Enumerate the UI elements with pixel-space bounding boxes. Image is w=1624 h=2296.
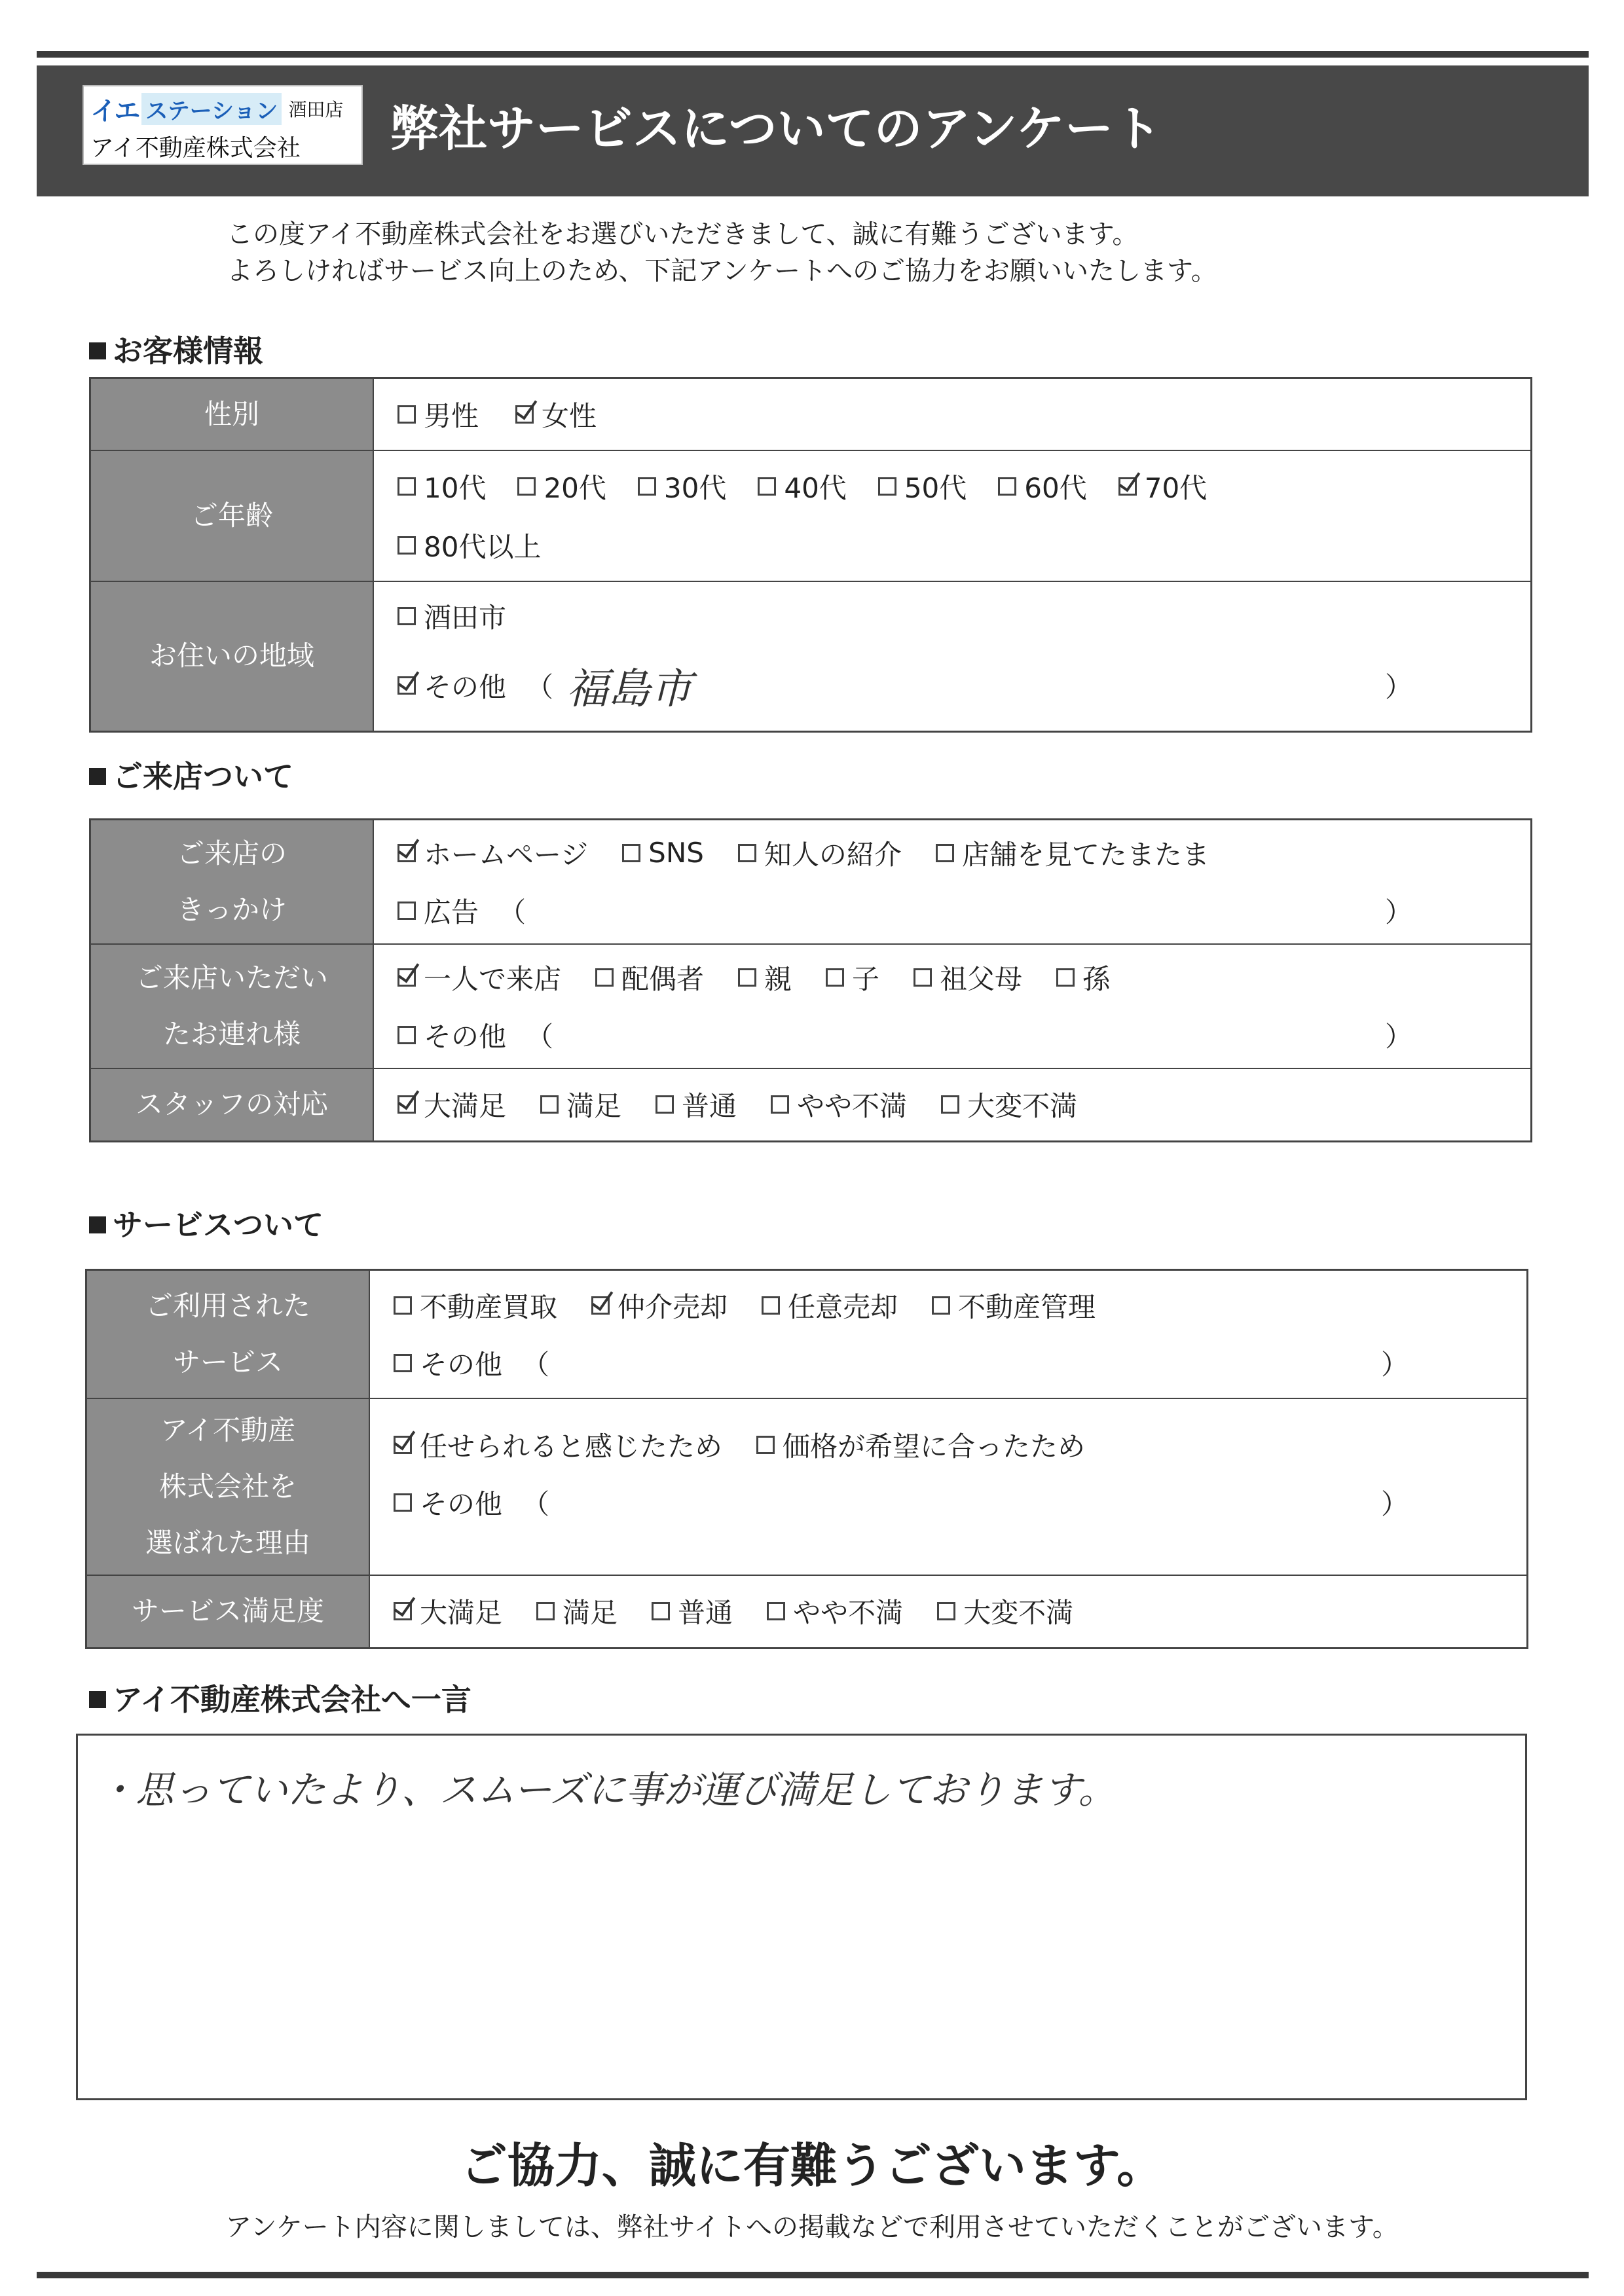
used-service-options — [369, 1270, 1528, 1398]
reason-other-checkbox[interactable] — [394, 1493, 412, 1512]
trigger-checkbox[interactable] — [738, 844, 756, 862]
used-service-option-label: 仲介売却 — [618, 1290, 728, 1323]
staff-option-label: 大変不満 — [967, 1090, 1078, 1123]
staff-checkbox[interactable] — [941, 1095, 959, 1114]
staff-option[interactable] — [941, 1085, 1077, 1124]
gender-option[interactable] — [515, 395, 597, 434]
staff-option-label: 普通 — [682, 1090, 737, 1123]
satisfaction-option[interactable] — [652, 1592, 733, 1631]
companion-label-line-1: ご来店いただい — [135, 961, 328, 994]
logo-station-text: ステーション — [141, 93, 282, 125]
age-checkbox[interactable] — [517, 477, 536, 496]
reason-options — [369, 1398, 1528, 1575]
gender-options — [373, 378, 1532, 450]
used-label-line-2: サービス — [172, 1345, 283, 1378]
age-option[interactable] — [397, 467, 486, 506]
age-option-label: 80代以上 — [424, 530, 542, 563]
staff-option-label: やや不満 — [797, 1090, 908, 1123]
logo-branch-text: 酒田店 — [288, 99, 344, 120]
satisfaction-checkbox[interactable] — [536, 1602, 555, 1620]
age-option-label: 70代 — [1144, 471, 1208, 504]
companion-option[interactable] — [1056, 958, 1110, 997]
trigger-checkbox[interactable] — [936, 844, 954, 862]
age-option-label: 40代 — [784, 471, 847, 504]
reason-option-label: 価格が希望に合ったため — [783, 1430, 1086, 1463]
region-sakata-label: 酒田市 — [424, 602, 507, 634]
square-bullet-icon — [89, 342, 106, 359]
satisfaction-option-label: 普通 — [678, 1597, 733, 1630]
age-checkbox[interactable] — [638, 477, 656, 496]
footer-note: アンケート内容に関しましては、弊社サイトへの掲載などで利用させていただくことがございます。 — [225, 2212, 1399, 2242]
company-logo — [83, 85, 363, 165]
satisfaction-option[interactable] — [767, 1592, 903, 1631]
trigger-option-label: 店舗を見てたまたま — [961, 838, 1209, 871]
trigger-option[interactable] — [397, 833, 588, 873]
trigger-ad-checkbox[interactable] — [397, 902, 416, 920]
reason-option[interactable] — [756, 1425, 1085, 1465]
used-service-checkbox[interactable] — [762, 1296, 780, 1315]
companion-option[interactable] — [826, 958, 879, 997]
region-other-checkbox[interactable] — [397, 676, 416, 695]
square-bullet-icon — [89, 1691, 106, 1708]
paren-open: （ — [522, 1348, 550, 1381]
used-service-option[interactable] — [762, 1286, 898, 1325]
trigger-option[interactable] — [622, 837, 704, 869]
trigger-option[interactable] — [738, 833, 902, 873]
trigger-option-label: ホームページ — [424, 838, 589, 871]
paren-open: （ — [526, 671, 554, 704]
trigger-label — [90, 820, 374, 944]
used-service-option[interactable] — [932, 1286, 1096, 1325]
reason-option-label: 任せられると感じたため — [420, 1430, 723, 1463]
paren-close: ） — [1384, 1020, 1412, 1053]
section-customer-title — [89, 327, 263, 371]
staff-options — [373, 1068, 1532, 1142]
trigger-ad-label: 広告 — [424, 896, 479, 928]
companion-label-line-2: たお連れ様 — [162, 1017, 301, 1050]
section-comment-title — [89, 1676, 471, 1719]
logo-brand-text: イエ — [90, 96, 139, 126]
companion-option-label: 配偶者 — [621, 962, 705, 995]
used-other-label: その他 — [420, 1348, 503, 1381]
trigger-option-label: 知人の紹介 — [764, 838, 902, 871]
age-option-label: 10代 — [424, 471, 487, 504]
reason-label-line-3: 選ばれた理由 — [145, 1526, 310, 1559]
companion-checkbox[interactable] — [397, 968, 416, 987]
trigger-option[interactable] — [936, 833, 1209, 873]
customer-info-table — [89, 377, 1532, 733]
age-checkbox[interactable] — [1118, 477, 1137, 496]
age-option[interactable] — [638, 467, 726, 506]
intro-line-1: この度アイ不動産株式会社をお選びいただきまして、誠に有難うございます。 — [227, 219, 1139, 249]
used-service-option-label: 任意売却 — [788, 1290, 898, 1323]
companion-option[interactable] — [913, 958, 1022, 997]
age-checkbox[interactable] — [878, 477, 896, 496]
age-checkbox[interactable] — [998, 477, 1016, 496]
comment-handwritten-text: ・思っていたより、スムーズに事が運び満足しております。 — [98, 1768, 1116, 1812]
section-customer-label: お客様情報 — [113, 333, 263, 369]
reason-label-line-2: 株式会社を — [158, 1470, 297, 1503]
used-service-label — [86, 1270, 370, 1398]
paren-open: （ — [522, 1487, 550, 1520]
staff-label: スタッフの対応 — [90, 1068, 374, 1142]
used-service-option-label: 不動産管理 — [958, 1290, 1096, 1323]
reason-other-label: その他 — [420, 1487, 503, 1520]
gender-option[interactable] — [397, 395, 479, 434]
companion-option-label: 親 — [764, 962, 792, 995]
age-label: ご年齢 — [90, 450, 374, 581]
trigger-checkbox[interactable] — [397, 844, 416, 862]
satisfaction-option[interactable] — [937, 1592, 1073, 1631]
trigger-option-label: SNS — [648, 837, 704, 869]
staff-option-label: 満足 — [566, 1090, 622, 1123]
companion-option-label: 祖父母 — [940, 962, 1023, 995]
age-option-label: 60代 — [1024, 471, 1087, 504]
satisfaction-option-label: 大変不満 — [963, 1597, 1074, 1630]
gender-checkbox[interactable] — [397, 405, 416, 424]
gender-checkbox[interactable] — [515, 405, 534, 424]
companion-checkbox[interactable] — [595, 968, 614, 987]
reason-option[interactable] — [394, 1425, 722, 1465]
intro-text — [227, 216, 1217, 289]
age-checkbox[interactable] — [758, 477, 776, 496]
used-service-option[interactable] — [394, 1286, 557, 1325]
reason-label-line-1: アイ不動産 — [160, 1413, 296, 1446]
satisfaction-option-label: 大満足 — [420, 1597, 503, 1630]
age-option-label: 30代 — [663, 471, 727, 504]
used-service-checkbox[interactable] — [394, 1296, 412, 1315]
trigger-label-line-1: ご来店の — [176, 837, 287, 869]
paren-close: ） — [1380, 1487, 1409, 1520]
used-service-option[interactable] — [591, 1286, 728, 1325]
companion-other-checkbox[interactable] — [397, 1026, 416, 1044]
staff-option-label: 大満足 — [424, 1090, 507, 1123]
satisfaction-checkbox[interactable] — [767, 1602, 785, 1620]
gender-option-label: 女性 — [542, 399, 597, 432]
satisfaction-option-label: やや不満 — [793, 1597, 904, 1630]
companion-option-label: 一人で来店 — [424, 962, 562, 995]
paren-close: ） — [1380, 1348, 1409, 1381]
trigger-checkbox[interactable] — [622, 844, 640, 862]
age-option[interactable] — [998, 467, 1086, 506]
gender-option-label: 男性 — [424, 399, 479, 432]
reason-label — [86, 1398, 370, 1575]
companion-checkbox[interactable] — [1056, 968, 1075, 987]
staff-option[interactable] — [397, 1085, 506, 1124]
satisfaction-option-label: 満足 — [563, 1597, 618, 1630]
comment-box[interactable] — [76, 1734, 1527, 2100]
region-other-label: その他 — [424, 671, 507, 704]
thanks-message: ご協力、誠に有難うございます。 — [460, 2138, 1164, 2193]
staff-checkbox[interactable] — [771, 1095, 789, 1114]
companion-options — [373, 944, 1532, 1068]
companion-option-label: 孫 — [1082, 962, 1111, 995]
region-label: お住いの地域 — [90, 581, 374, 732]
age-option[interactable] — [878, 467, 967, 506]
section-service-title — [89, 1201, 323, 1245]
used-label-line-1: ご利用された — [145, 1289, 310, 1322]
paren-close: ） — [1384, 896, 1412, 928]
companion-other-label: その他 — [424, 1020, 507, 1053]
gender-label: 性別 — [90, 378, 374, 450]
paren-open: （ — [498, 896, 526, 928]
paren-close: ） — [1384, 671, 1412, 704]
age-option-label: 50代 — [904, 471, 967, 504]
service-table — [85, 1269, 1528, 1649]
satisfaction-options — [369, 1575, 1528, 1649]
companion-option[interactable] — [397, 958, 561, 997]
section-visit-title — [89, 753, 293, 796]
region-options — [373, 581, 1532, 732]
staff-option[interactable] — [540, 1085, 621, 1124]
companion-checkbox[interactable] — [738, 968, 756, 987]
satisfaction-checkbox[interactable] — [394, 1602, 412, 1620]
staff-checkbox[interactable] — [397, 1095, 416, 1114]
age-option[interactable] — [397, 526, 541, 565]
square-bullet-icon — [89, 768, 106, 785]
companion-label — [90, 944, 374, 1068]
paren-open: （ — [526, 1020, 554, 1053]
trigger-label-line-2: きっかけ — [176, 893, 287, 926]
trigger-options — [373, 820, 1532, 944]
satisfaction-option[interactable] — [536, 1592, 618, 1631]
intro-line-2: よろしければサービス向上のため、下記アンケートへのご協力をお願いいたします。 — [227, 256, 1217, 286]
used-service-checkbox[interactable] — [591, 1296, 610, 1315]
region-sakata-checkbox[interactable] — [397, 607, 416, 625]
section-comment-label: アイ不動産株式会社へ一言 — [113, 1682, 471, 1717]
staff-checkbox[interactable] — [655, 1095, 674, 1114]
used-service-option-label: 不動産買取 — [420, 1290, 558, 1323]
age-option[interactable] — [758, 467, 846, 506]
square-bullet-icon — [89, 1216, 106, 1233]
satisfaction-label: サービス満足度 — [86, 1575, 370, 1649]
satisfaction-option[interactable] — [394, 1592, 502, 1631]
visit-table — [89, 818, 1532, 1142]
age-checkbox[interactable] — [397, 536, 416, 555]
header-bar — [37, 65, 1589, 196]
companion-checkbox[interactable] — [913, 968, 932, 987]
used-service-checkbox[interactable] — [932, 1296, 950, 1315]
used-other-checkbox[interactable] — [394, 1354, 412, 1372]
companion-option[interactable] — [595, 958, 704, 997]
reason-checkbox[interactable] — [756, 1436, 775, 1454]
age-option[interactable] — [1118, 467, 1207, 506]
region-other-handwritten: 福島市 — [566, 665, 693, 714]
staff-option[interactable] — [655, 1085, 737, 1124]
satisfaction-checkbox[interactable] — [937, 1602, 955, 1620]
reason-checkbox[interactable] — [394, 1436, 412, 1454]
age-options — [373, 450, 1532, 581]
staff-option[interactable] — [771, 1085, 907, 1124]
companion-option-label: 子 — [852, 962, 880, 995]
section-visit-label: ご来店ついて — [113, 759, 293, 794]
companion-option[interactable] — [738, 958, 792, 997]
age-option[interactable] — [517, 467, 606, 506]
staff-checkbox[interactable] — [540, 1095, 559, 1114]
top-rule — [37, 51, 1589, 58]
logo-company-text: アイ不動産株式会社 — [90, 135, 301, 162]
bottom-rule — [37, 2272, 1589, 2278]
companion-checkbox[interactable] — [826, 968, 844, 987]
section-service-label: サービスついて — [113, 1207, 323, 1243]
page-title: 弊社サービスについてのアンケート — [390, 101, 1162, 157]
satisfaction-checkbox[interactable] — [652, 1602, 670, 1620]
age-checkbox[interactable] — [397, 477, 416, 496]
age-option-label: 20代 — [544, 471, 606, 504]
